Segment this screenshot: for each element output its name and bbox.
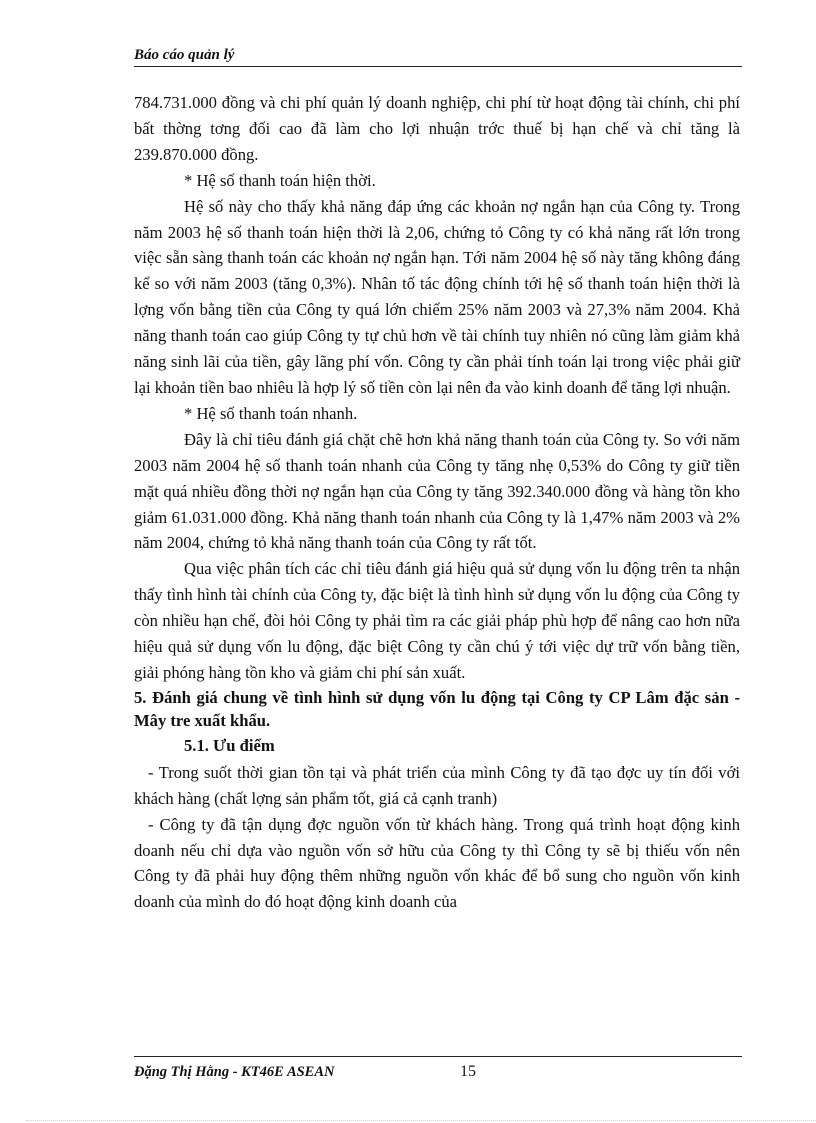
page-header	[134, 44, 742, 67]
paragraph-quick-ratio: Đây là chỉ tiêu đánh giá chặt chẽ hơn khả năng thanh toán của Công ty. So với năm 2003 năm 2004 hệ số thanh toán nhanh của Công ty tăng nhẹ 0,53% do Công ty giữ tiền mặt quá nhiều đồng thời nợ ngắn hạn của Công ty tăng 392.340.000 đồng và hàng tồn kho giảm 61.031.000 đồng. Khả năng thanh toán nhanh của Công ty là 1,47% năm 2003 và 2% năm 2004, chứng tỏ khả năng thanh toán của Công ty rất tốt.	[134, 429, 740, 553]
page-footer	[134, 1056, 742, 1087]
page-number: 15	[460, 1063, 476, 1080]
paragraph-quick-ratio-title: * Hệ số thanh toán nhanh.	[184, 403, 358, 423]
paragraph-cost-summary: 784.731.000 đồng và chi phí quản lý doanh nghiệp, chi phí từ hoạt động tài chính, chi phí bất thờng tơng đối cao đã làm cho lợi nhuận trớc thuế bị hạn chế và chỉ tăng là 239.870.000 đồng.	[134, 93, 740, 164]
subsection-heading: 5.1. Ưu điểm	[184, 735, 275, 755]
bullet-item: - Trong suốt thời gian tồn tại và phát triển của mình Công ty đã tạo đợc uy tín đối với khách hàng (chất lợng sản phẩm tốt, giá cả cạnh tranh)	[134, 762, 740, 808]
section-heading: 5. Đánh giá chung về tình hình sử dụng vốn lu động tại Công ty CP Lâm đặc sản - Mây tre xuất khẩu.	[134, 687, 740, 730]
header-title: Báo cáo quản lý	[134, 47, 235, 63]
footer-author: Đặng Thị Hằng - KT46E ASEAN	[134, 1064, 335, 1080]
bullet-item: - Công ty đã tận dụng đợc nguồn vốn từ khách hàng. Trong quá trình hoạt động kinh doanh nếu chỉ dựa vào nguồn vốn sở hữu của Công ty thì Công ty sẽ bị thiếu vốn nên Công ty đã phải huy động thêm những nguồn vốn khác để bổ sung cho nguồn vốn kinh doanh của mình do đó hoạt động kinh doanh của	[134, 814, 740, 912]
document-body	[134, 90, 740, 915]
paragraph-analysis-conclusion: Qua việc phân tích các chỉ tiêu đánh giá hiệu quả sử dụng vốn lu động trên ta nhận thấy tình hình tài chính của Công ty, đặc biệt là tình hình sử dụng vốn lu động của Công ty còn nhiều hạn chế, đòi hỏi Công ty phải tìm ra các giải pháp phù hợp để nâng cao hơn nữa hiệu quả sử dụng vốn lu động, đặc biệt Công ty cần chú ý tới việc dự trữ vốn bằng tiền, giải phóng hàng tồn kho và giảm chi phí sản xuất.	[134, 559, 740, 682]
paragraph-current-ratio: Hệ số này cho thấy khả năng đáp ứng các khoản nợ ngắn hạn của Công ty. Trong năm 2003 hệ số thanh toán hiện thời là 2,06, chứng tỏ Công ty có khả năng rất lớn trong việc sẵn sàng thanh toán các khoản nợ ngắn hạn. Tới năm 2004 hệ số này tăng không đáng kể so với năm 2003 (tăng 0,3%). Nhân tố tác động chính tới hệ số thanh toán hiện thời là lợng vốn bằng tiền của Công ty quá lớn chiếm 25% năm 2003 và 27,3% năm 2004. Khả năng thanh toán cao giúp Công ty tự chủ hơn về tài chính tuy nhiên nó cũng làm giảm khả năng sinh lãi của tiền, gây lãng phí vốn. Công ty cần phải tính toán lại trong việc phải giữ lại khoản tiền bao nhiêu là hợp lý số tiền còn lại nên đa vào kinh doanh để tăng lợi nhuận.	[134, 196, 740, 397]
bottom-dotted-divider	[26, 1120, 816, 1121]
paragraph-current-ratio-title: * Hệ số thanh toán hiện thời.	[184, 170, 376, 190]
